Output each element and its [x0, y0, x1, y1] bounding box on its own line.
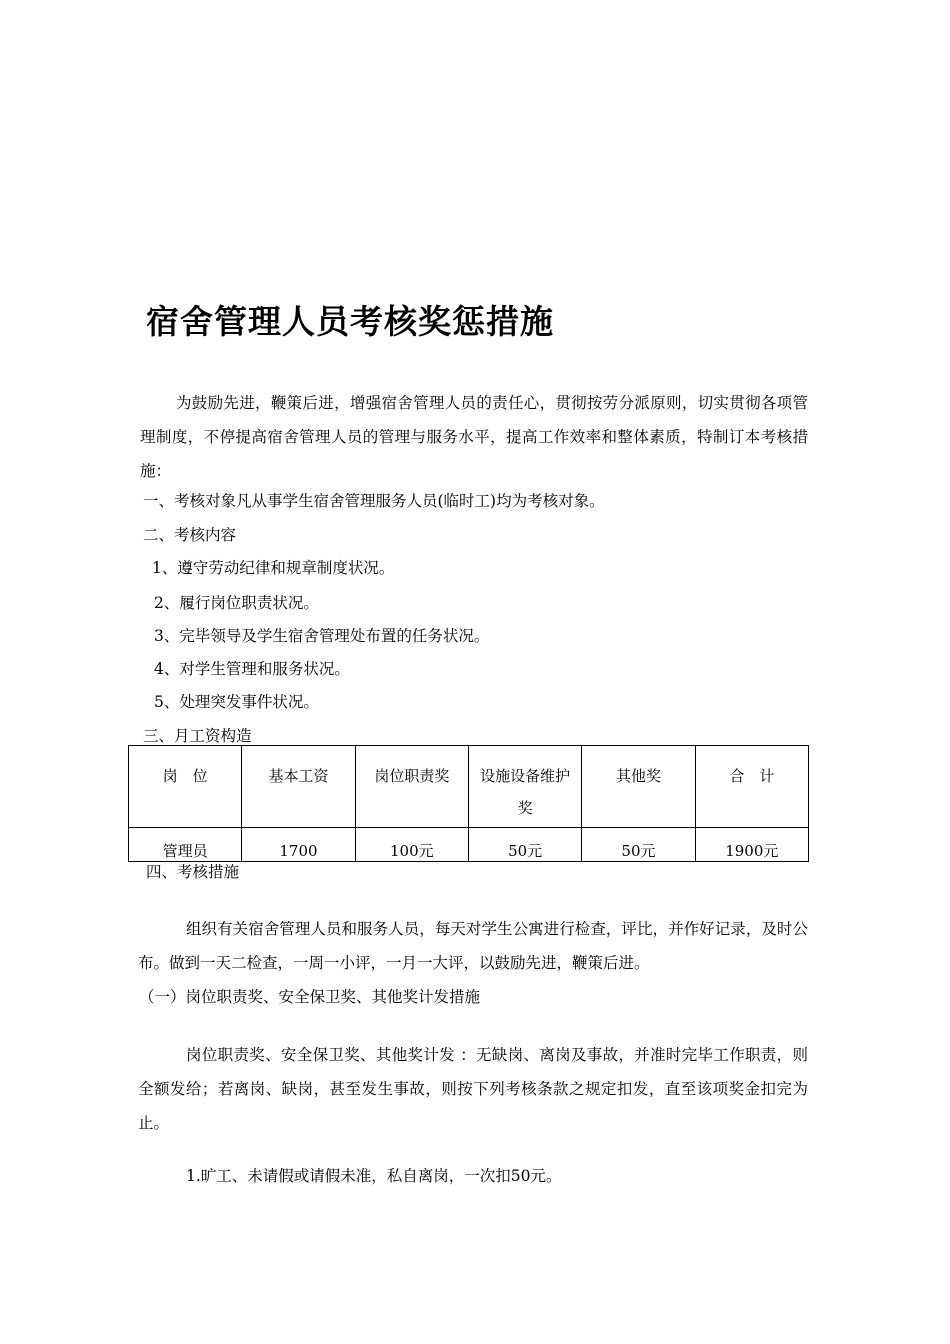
rule-item: 1.旷工、未请假或请假未准，私自离岗，一次扣50元。 — [186, 1167, 562, 1185]
list-item: 5、处理突发事件状况。 — [154, 693, 319, 711]
table-cell: 50元 — [582, 828, 695, 862]
wage-structure-table — [128, 745, 809, 862]
inspection-paragraph: 组织有关宿舍管理人员和服务人员，每天对学生公寓进行检查，评比，并作好记录，及时公布。做到一天二检查，一周一小评，一月一大评，以鼓励先进，鞭策后进。 — [138, 920, 808, 972]
document-title: 宿舍管理人员考核奖惩措施 — [146, 302, 554, 341]
header-cell: 基本工资 — [242, 746, 355, 828]
header-cell: 岗 位 — [129, 746, 242, 828]
list-item: 4、对学生管理和服务状况。 — [154, 660, 350, 678]
section-2-heading: 二、考核内容 — [143, 526, 237, 544]
table-cell: 1700 — [242, 828, 355, 862]
table-row — [129, 828, 809, 862]
section-1-heading: 一、考核对象凡从事学生宿舍管理服务人员(临时工)均为考核对象。 — [143, 492, 605, 510]
header-cell: 岗位职责奖 — [355, 746, 468, 828]
header-cell: 其他奖 — [582, 746, 695, 828]
table-cell: 100元 — [355, 828, 468, 862]
table-cell: 50元 — [468, 828, 581, 862]
section-3-heading: 三、月工资构造 — [143, 727, 252, 745]
intro-paragraph: 为鼓励先进，鞭策后进，增强宿舍管理人员的责任心，贯彻按劳分派原则，切实贯彻各项管理制度，不停提高宿舍管理人员的管理与服务水平，提高工作效率和整体素质，特制订本考核措施： — [140, 394, 808, 480]
subsection-1-heading: （一）岗位职责奖、安全保卫奖、其他奖计发措施 — [139, 988, 481, 1006]
table-cell: 1900元 — [695, 828, 808, 862]
list-item: 2、履行岗位职责状况。 — [154, 594, 319, 612]
table-cell: 管理员 — [129, 828, 242, 862]
header-cell-text: 设施设备维护奖 — [480, 767, 571, 817]
table-header-row — [129, 746, 809, 828]
list-item: 1、遵守劳动纪律和规章制度状况。 — [152, 559, 395, 577]
section-4-heading: 四、考核措施 — [146, 863, 240, 881]
bonus-rules-paragraph: 岗位职责奖、安全保卫奖、其他奖计发 ：无缺岗、离岗及事故，并准时完毕工作职责，则全额发给；若离岗、缺岗，甚至发生事故，则按下列考核条款之规定扣发，直至该项奖金扣完为止。 — [138, 1046, 808, 1132]
list-item: 3、完毕领导及学生宿舍管理处布置的任务状况。 — [154, 627, 490, 645]
header-cell: 合 计 — [695, 746, 808, 828]
header-cell — [468, 746, 581, 828]
